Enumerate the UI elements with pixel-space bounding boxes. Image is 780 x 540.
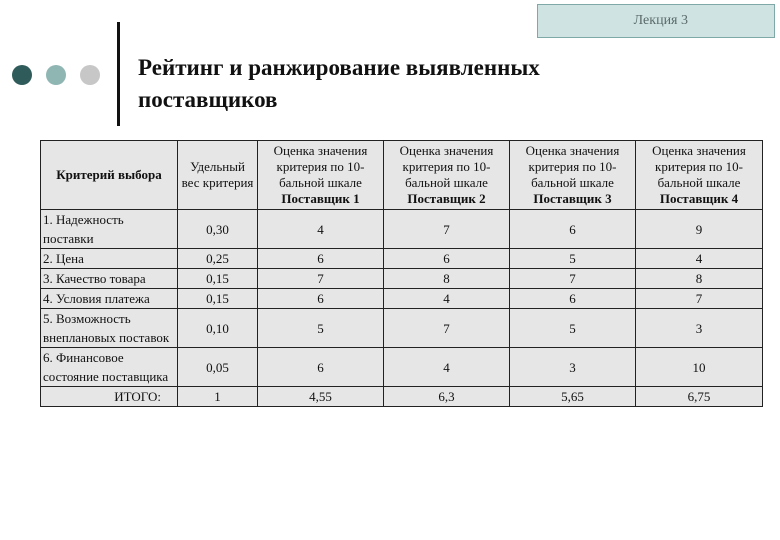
total-s1: 4,55 bbox=[258, 387, 384, 407]
row-score-s1: 6 bbox=[258, 289, 384, 309]
row-score-s2: 6 bbox=[384, 249, 510, 269]
lecture-label: Лекция 3 bbox=[633, 13, 688, 28]
row-score-s1: 7 bbox=[258, 269, 384, 289]
row-score-s1: 6 bbox=[258, 249, 384, 269]
row-score-s2: 7 bbox=[384, 210, 510, 249]
row-score-s3: 6 bbox=[510, 289, 636, 309]
table-row bbox=[41, 210, 763, 249]
table-header-row bbox=[41, 141, 763, 210]
row-score-s4: 3 bbox=[636, 309, 763, 348]
row-score-s3: 7 bbox=[510, 269, 636, 289]
header-weight: Удельный вес критерия bbox=[178, 141, 258, 210]
table-row bbox=[41, 289, 763, 309]
row-score-s2: 4 bbox=[384, 289, 510, 309]
header-supplier-4: Оценка значения критерия по 10-бальной шкале Поставщик 4 bbox=[636, 141, 763, 210]
supplier-2-name: Поставщик 2 bbox=[407, 191, 486, 206]
table-row bbox=[41, 309, 763, 348]
total-label: ИТОГО: bbox=[41, 387, 178, 407]
table-row bbox=[41, 269, 763, 289]
row-weight: 0,05 bbox=[178, 348, 258, 387]
row-score-s1: 6 bbox=[258, 348, 384, 387]
header-criterion: Критерий выбора bbox=[41, 141, 178, 210]
supplier-1-name: Поставщик 1 bbox=[281, 191, 360, 206]
dot-light bbox=[80, 65, 100, 85]
dot-dark bbox=[12, 65, 32, 85]
row-score-s1: 4 bbox=[258, 210, 384, 249]
row-score-s1: 5 bbox=[258, 309, 384, 348]
row-weight: 0,10 bbox=[178, 309, 258, 348]
row-weight: 0,15 bbox=[178, 269, 258, 289]
table-total-row bbox=[41, 387, 763, 407]
row-score-s4: 9 bbox=[636, 210, 763, 249]
row-criterion: 3. Качество товара bbox=[41, 269, 178, 289]
total-s2: 6,3 bbox=[384, 387, 510, 407]
row-criterion: 2. Цена bbox=[41, 249, 178, 269]
row-criterion: 4. Условия платежа bbox=[41, 289, 178, 309]
slide-title: Рейтинг и ранжирование выявленных поставщиков bbox=[138, 55, 540, 112]
row-score-s2: 7 bbox=[384, 309, 510, 348]
row-score-s3: 3 bbox=[510, 348, 636, 387]
table-row bbox=[41, 249, 763, 269]
dot-mid bbox=[46, 65, 66, 85]
row-score-s3: 6 bbox=[510, 210, 636, 249]
row-score-s3: 5 bbox=[510, 309, 636, 348]
header-supplier-1: Оценка значения критерия по 10-бальной шкале Поставщик 1 bbox=[258, 141, 384, 210]
row-score-s2: 4 bbox=[384, 348, 510, 387]
row-score-s3: 5 bbox=[510, 249, 636, 269]
row-criterion: 6. Финансовое состояние поставщика bbox=[41, 348, 178, 387]
supplier-4-name: Поставщик 4 bbox=[659, 191, 739, 206]
row-criterion: 1. Надежность поставки bbox=[41, 210, 178, 249]
title-divider bbox=[117, 22, 120, 126]
header-supplier-2: Оценка значения критерия по 10-бальной шкале Поставщик 2 bbox=[384, 141, 510, 210]
total-s3: 5,65 bbox=[510, 387, 636, 407]
row-score-s4: 10 bbox=[636, 348, 763, 387]
row-weight: 0,25 bbox=[178, 249, 258, 269]
header-supplier-3: Оценка значения критерия по 10-бальной шкале Поставщик 3 bbox=[510, 141, 636, 210]
table-row bbox=[41, 348, 763, 387]
row-score-s4: 8 bbox=[636, 269, 763, 289]
row-score-s4: 4 bbox=[636, 249, 763, 269]
decorative-dots bbox=[12, 65, 102, 85]
row-score-s2: 8 bbox=[384, 269, 510, 289]
row-criterion: 5. Возможность внеплановых поставок bbox=[41, 309, 178, 348]
row-score-s4: 7 bbox=[636, 289, 763, 309]
total-weight: 1 bbox=[178, 387, 258, 407]
row-weight: 0,30 bbox=[178, 210, 258, 249]
supplier-3-name: Поставщик 3 bbox=[533, 191, 612, 206]
lecture-badge bbox=[537, 4, 775, 38]
row-weight: 0,15 bbox=[178, 289, 258, 309]
total-s4: 6,75 bbox=[636, 387, 763, 407]
rating-table bbox=[40, 140, 763, 407]
